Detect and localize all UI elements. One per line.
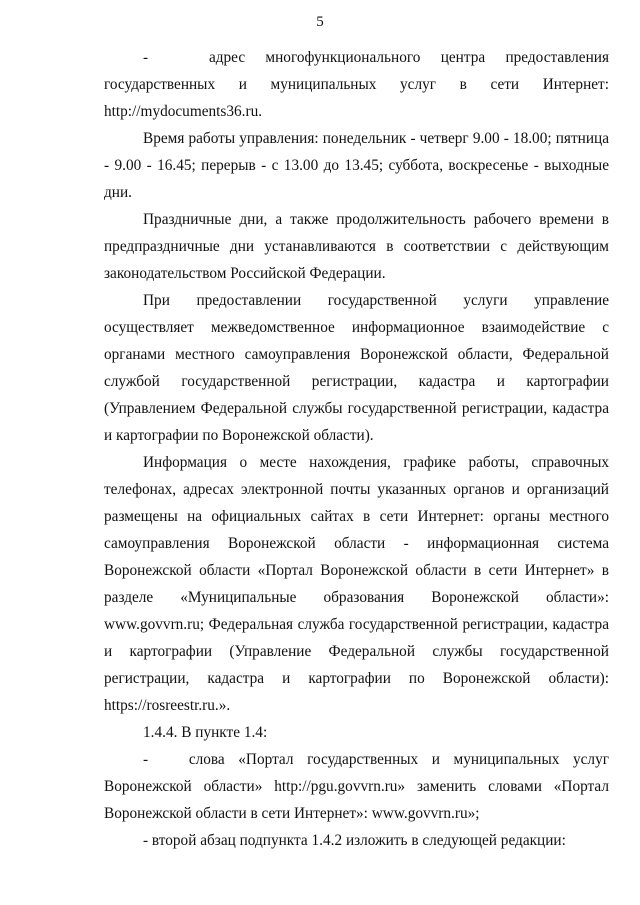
- document-body: [104, 44, 609, 854]
- paragraph-interagency-cooperation: При предоставлении государственной услуги управление осуществляет межведомственное информационное взаимодействие с органами местного самоуправления Воронежской области, Федеральной службой государственной регистрации, кадастра и картографии (Управлением Федеральной службы государственной регистрации, кадастра и картографии по Воронежской области).: [104, 292, 609, 444]
- paragraph-contact-information: Информация о месте нахождения, графике работы, справочных телефонах, адресах электронной почты указанных органов и организаций размещены на официальных сайтах в сети Интернет: органы местного самоуправления Воронежской области - информационная система Воронежской области «Портал Воронежской области в сети Интернет» в разделе «Муниципальные образования Воронежской области»: www.govvrn.ru; Федеральная служба государственной регистрации, кадастра и картографии (Управление Федеральной службы государственной регистрации, кадастра и картографии по Воронежской области): https://rosreestr.ru.».: [104, 454, 609, 714]
- paragraph-replace-words: - слова «Портал государственных и муниципальных услуг Воронежской области» http://pgu.govvrn.ru» заменить словами «Портал Воронежской области в сети Интернет»: www.govvrn.ru»;: [104, 751, 609, 822]
- paragraph-working-hours: Время работы управления: понедельник - четверг 9.00 - 18.00; пятница - 9.00 - 16.45; перерыв - с 13.00 до 13.45; суббота, воскресенье - выходные дни.: [104, 130, 609, 201]
- paragraph-second-subparagraph: - второй абзац подпункта 1.4.2 изложить в следующей редакции:: [143, 832, 566, 849]
- paragraph-clause-1-4-4: 1.4.4. В пункте 1.4:: [143, 724, 268, 741]
- paragraph-holidays: Праздничные дни, а также продолжительность рабочего времени в предпраздничные дни устанавливаются в соответствии с действующим законодательством Российской Федерации.: [104, 211, 609, 282]
- paragraph-mfc-address: - адрес многофункционального центра предоставления государственных и муниципальных услуг в сети Интернет: http://mydocuments36.ru.: [104, 49, 609, 120]
- page-number: 5: [316, 14, 324, 30]
